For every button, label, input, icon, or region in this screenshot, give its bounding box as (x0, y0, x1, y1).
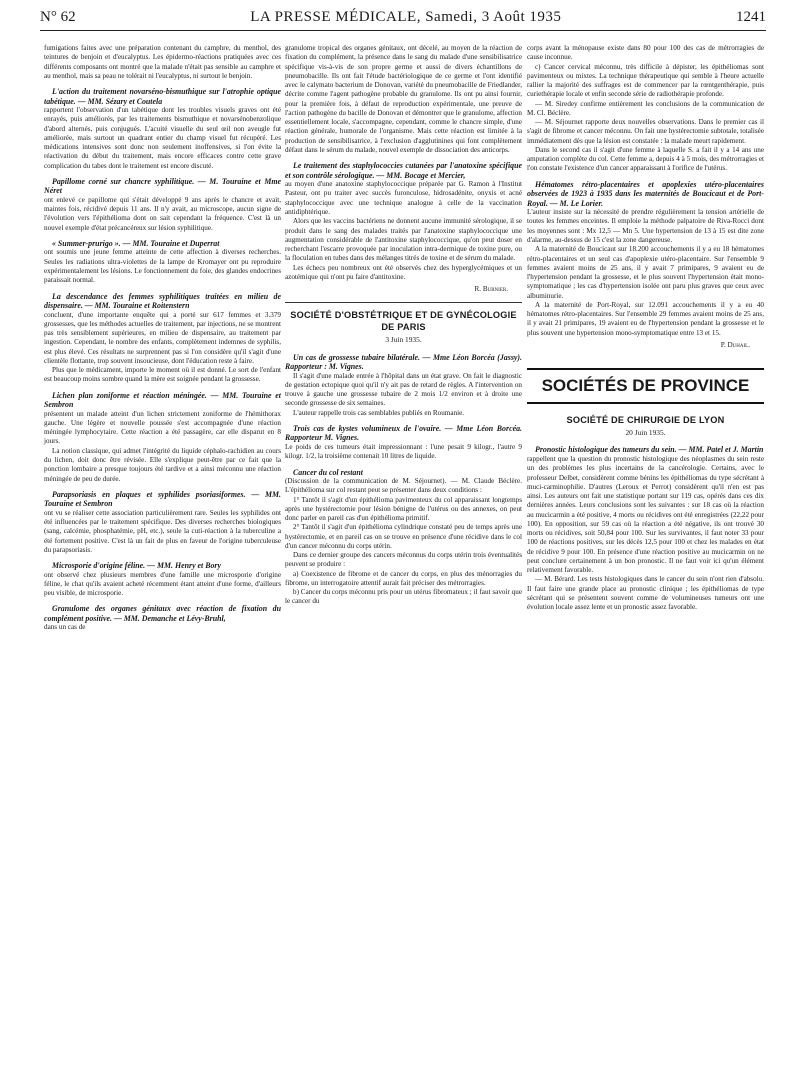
paragraph: fumigations faites avec une préparation contenant du camphre, du menthol, des teintures de benjoin et d'eucalyptus. Les épidermo-réactions pratiquées avec ces différents composants ont montré que la malade n'était pas sensible au camphre et au menthol, mais sa peau ne tolérait ni l'eucalyptus, ni surtout le benjoin. (44, 44, 281, 80)
paragraph: c) Cancer cervical méconnu, très difficile à dépister, les épithéliomas sont pavimenteux ou mixtes. La technique thérapeutique qui semble à l'heure actuelle rallier la majorité des suffrages est de commencer par la rœntgenthérapie, puis curiethérapie locale et enfin seconde série de radiothérapie profonde. (527, 62, 764, 99)
author-signature: P. Duhail. (720, 340, 750, 349)
paragraph: Dans ce dernier groupe des cancers méconnus du corps utérin trois éventualités peuvent se produire : (285, 551, 522, 569)
paragraph: A la maternité de Port-Royal, sur 12.091 accouchements il y a eu 40 hématomes rétro-placentaires. Sur l'ensemble 29 femmes avaient moins de 25 ans, il y avait 21 primipares, 19 avaient eu de l'hypertension pendant la grossesse et le plus souvent une hypertension mono-symptomatique entre 13 et 15. (527, 300, 764, 337)
paragraph: Dans le second cas il s'agit d'une femme à laquelle S. a fait il y a 14 ans une amputation complète du col. Cette femme a, depuis 4 à 5 mois, des métrorragies et l'on constate l'existence d'un cancer apparaissant à l'orifice de l'utérus. (527, 145, 764, 173)
paragraph: ont vu se réaliser cette association particulièrement rare. Seules les syphilides ont été influencées par le traitement spécifique. Des diverses recherches biologiques (sang, calcémie, phosphatémie, pH, etc.), seule la cuti-réaction à la tuberculine a été fortement positive. C'est là un fait de plus en faveur de l'origine tuberculeuse du parapsoriasis. (44, 508, 281, 554)
paragraph: — M. Séjournet rapporte deux nouvelles observations. Dans le premier cas il s'agit de fibrome et cancer méconnu. On fait une hystérectomie subtotale, totalisée immédiatement dès que la lésion est constatée : la malade meurt rapidement. (527, 118, 764, 145)
page-number: 1241 (736, 8, 766, 25)
article-title: « Summer-prurigo ». — MM. Touraine et Duperrat (52, 238, 220, 248)
paragraph: rapportent l'observation d'un tabétique dont les troubles visuels graves ont été enrayés, puis améliorés, par les traitements bismuthique et novarsénobenzolique d'abord alternés, puis conjugués. L'acuité visuelle du seul œil non aveugle fut améliorée, mais surtout un quadrant entier du champ visuel fut récupéré. Les médications intensives sont donc non seulement inoffensives, si l'on évite la réactivation du début du traitement, mais encore efficaces contre cette grave complication du tabes dont le traitement est encore discuté. (44, 106, 281, 170)
article-title: Papillome corné sur chancre syphilitique. — M. Touraine et Mme Néret (44, 176, 281, 196)
paragraph: ont observé chez plusieurs membres d'une famille une microsporie d'origine féline, le chat qu'ils avaient acheté récemment étant atteint d'une forme, d'ailleurs peu visible, de microsporie. (44, 570, 281, 598)
society-heading: SOCIÉTÉ D'OBSTÉTRIQUE ET DE GYNÉCOLOGIE DE PARIS (290, 310, 517, 333)
paragraph: concluent, d'une importante enquête qui a porté sur 617 femmes et 3.379 grossesses, que les méthodes actuelles de traitement, par injections, ne se montrent pas très sensiblement supérieures, en milieu de dispensaire, au traitement par ingestion. Cependant, le nombre des enfants, complètement indemnes de syphilis, est plus élevé. Ces résultats ne surprennent pas si l'on considère qu'il s'agit d'une clientèle flottante, trop souvent insoucieuse, dont l'éducation reste à faire. (44, 310, 281, 365)
paragraph: Le poids de ces tumeurs était impressionnant : l'une pesait 9 kilogr., l'autre 9 kilogr. 1/2, la troisième contenait 10 litres de liquide. (285, 442, 522, 461)
article-title: La descendance des femmes syphilitiques traitées en milieu de dispensaire. — MM. Touraine et Roitenstern (44, 291, 281, 311)
paragraph: a) Coexistence de fibrome et de cancer du corps, en plus des ménorragies du fibrome, un interrogatoire attentif aurait fait préciser des métrorragies. (285, 569, 522, 587)
session-date: 3 Juin 1935. (385, 335, 422, 345)
paragraph: 2° Tantôt il s'agit d'un épithélioma cylindrique constaté peu de temps après une hystérectomie, et en pareil cas on se trouve en présence d'une récidive dans le col d'un cancer méconnu du corps utérin. (285, 523, 522, 550)
session-date: 20 Juin 1935. (625, 428, 666, 438)
paragraph: corps avant la ménopause existe dans 80 pour 100 des cas de métrorragies de cause inconnue. (527, 44, 764, 62)
article-title: Un cas de grossesse tubaire bilatérale. — Mme Léon Borcéa (Jassy). Rapporteur : M. Vignes. (285, 352, 522, 372)
article-title: Granulome des organes génitaux avec réaction de fixation du complément positive. — MM. Demanche et Lévy-Bruhl, (44, 604, 281, 623)
article-title: Cancer du col restant (293, 467, 363, 477)
article-title: Trois cas de kystes volumineux de l'ovaire. — Mme Léon Borcéa. Rapporteur M. Vignes. (285, 423, 522, 443)
column-3 (527, 44, 764, 612)
paragraph: — M. Siredey confirme entièrement les conclusions de la communication de M. Cl. Béclère. (527, 99, 764, 117)
paragraph: au moyen d'une anatoxine staphylococcique préparée par G. Ramon à l'Institut Pasteur, ont pu traiter avec succès furonculose, hidrosadénite, onyxis et acné staphylococcique avec une technique analogue à celle de la vaccination antidiphtérique. (285, 180, 522, 216)
author-signature: R. Burnier. (474, 285, 508, 294)
paragraph: granulome tropical des organes génitaux, ont décelé, au moyen de la réaction de fixation du complément, la présence dans le sang du malade d'une sensibilisatrice spécifique vis-à-vis de son propre germe et aussi de divers échantillons de pneumobacille. Ils ont fait l'étude bactériologique de ce germe et l'ont identifié avec le calymato bacterium de Donovan, variété du pneumobacille de Friedlander, décrite comme l'agent pathogène probable du granulome. Ils ont pu ainsi fournir, pour la première fois, à défaut de reproduction expérimentale, une preuve de l'action pathogène du bacille de Donovan et démontrer que le granulome, affection essentiellement locale, s'accompagne, cependant, comme le chancre simple, d'une réaction générale, humorale de l'organisme. Mais cette réaction est limitée à la production de sensibilisatrice, à l'exclusion d'agglutinines qui font complètement défaut dans le sérum du malade, nouvel exemple de dissociation des anticorps. (285, 44, 522, 154)
article-title: Lichen plan zoniforme et réaction méningée. — MM. Touraine et Sembron (44, 390, 281, 410)
paragraph: L'auteur rappelle trois cas semblables publiés en Roumanie. (293, 408, 465, 417)
column-2 (285, 44, 522, 607)
article-title: Parapsoriasis en plaques et syphilides psoriasiformes. — MM. Touraine et Sembron (44, 489, 281, 509)
paragraph: dans un cas de (44, 623, 86, 632)
section-banner: SOCIÉTÉS DE PROVINCE (527, 368, 764, 404)
paragraph: présentent un malade atteint d'un lichen strictement zoniforme de l'hémithorax gauche. Une légère et nouvelle poussée s'est accompagnée d'une réaction méningée lymphocytaire. Cette réaction a été passagère, car elle disparut en 8 jours. (44, 409, 281, 446)
paragraph: A la maternité de Boucicaut sur 18.200 accouchements il y a eu 18 hématomes rétro-placentaires et un seul cas d'apoplexie utéro-placentaire. Sur l'ensemble 9 femmes avaient moins de 25 ans, il y avait 7 primipares, 9 avaient eu de l'hypertension pendant la grossesse, et le plus souvent l'hypertension était mono-symptomatique ; les cas d'hypertension isolée ont paru plus graves que ceux avec albuminurie. (527, 245, 764, 300)
paragraph: (Discussion de la communication de M. Séjournet). — M. Claude Béclère. L'épithélioma sur col restant peut se présenter dans deux conditions : (285, 477, 522, 495)
paragraph: L'auteur insiste sur la nécessité de prendre régulièrement la tension artérielle de toutes les femmes enceintes. Il emploie la méthode palpatoire de Riva-Rocci dont les moyennes sont : Mx 12,5 — Mn 5. Une hypertension de 13 à 15 est dite zone d'alarme, au-dessus de 15 c'est la zone dangereuse. (527, 208, 764, 245)
paragraph: Alors que les vaccins bactériens ne donnent aucune immunité sérologique, il se produit dans le sang des malades traités par l'anatoxine staphylococcique une augmentation considérable de l'antitoxine staphylococcique, qu'on peut doser en recherchant l'escarre provoquée par inoculation intra-dermique de toxine pure, ou la floculation en tubes dans des mélanges titrés de toxine et de sérum du malade. (285, 217, 522, 263)
paragraph: Il s'agit d'une malade entrée à l'hôpital dans un état grave. On fait le diagnostic de gestation ectopique quoi qu'il n'y ait pas de retard de règles. A l'intervention on trouve à gauche une grossesse tubaire de 2 mois 1/2 environ et à droite une seconde grossesse de six semaines. (285, 371, 522, 408)
article-title: Pronostic histologique des tumeurs du sein. — MM. Patel et J. Martin (535, 445, 764, 455)
paragraph: Les échecs peu nombreux ont été observés chez des hyperglycémiques et un azotémique qui n'ont pu faire d'antitoxine. (285, 263, 522, 281)
column-1 (44, 44, 281, 633)
article-title: Microsporie d'origine féline. — MM. Henry et Bory (52, 561, 221, 571)
paragraph: — M. Bérard. Les tests histologiques dans le cancer du sein n'ont rien d'absolu. Il faut faire une grande place au pronostic clinique ; les épithéliomas de type sécrétant qui se présentent souvent comme de volumineuses tumeurs ont une évolution locale assez lente et un pronostic assez favorable. (527, 575, 764, 612)
society-heading: SOCIÉTÉ DE CHIRURGIE DE LYON (566, 415, 725, 426)
issue-number: N° 62 (40, 8, 76, 25)
section-divider (285, 302, 522, 303)
paragraph: La notion classique, qui admet l'intégrité du liquide céphalo-rachidien au cours du lichen, doit donc être révisée. Elle s'explique peut-être par ce fait que la ponction lombaire a presque toujours été tardive et a ainsi méconnu une réaction méningée de peu de durée. (44, 446, 281, 483)
article-title: Hématomes rétro-placentaires et apoplexies utéro-placentaires observées de 1923 à 1935 dans les maternités de Boucicaut et de Port-Royal. — M. Le Lorier. (527, 179, 764, 208)
journal-title: LA PRESSE MÉDICALE, Samedi, 3 Août 1935 (250, 8, 562, 25)
paragraph: Plus que le médicament, importe le moment où il est donné. Le sort de l'enfant est beaucoup moins sombre quand la mère est soignée pendant la grossesse. (44, 366, 281, 384)
page-header (40, 4, 766, 31)
paragraph: 1° Tantôt il s'agit d'un épithélioma pavimenteux du col apparaissant longtemps après une hystérectomie pour lésion bénigne de l'utérus ou des annexes, on peut donc parler en pareil cas d'un épithélioma primitif. (285, 495, 522, 523)
paragraph: ont enlevé ce papillome qui s'était développé 9 ans après le chancre et avait, maintes fois, récidivé depuis 11 ans. Il n'y avait, au microscope, aucun signe de l'évolution vers l'épithélioma dont on sait cependant la fréquence. C'est là un nouvel exemple d'état précancéreux sur lésion syphilitique. (44, 195, 281, 232)
paragraph: ont soumis une jeune femme atteinte de cette affection à diverses recherches. Seules les radiations ultra-violettes de la lampe de Kromayer ont pu reproduire expérimentalement les lésions. Le fonctionnement du foie, des glandes endocrines paraissait normal. (44, 248, 281, 285)
article-title: Le traitement des staphylococcies cutanées par l'anatoxine spécifique et son contrôle sérologique. — MM. Bocage et Mercier, (285, 161, 522, 180)
paragraph: rappellent que la question du pronostic histologique des néoplasmes du sein reste un des problèmes les plus incertains de la cancérologie. Certains, avec le professeur Delbet, considèrent comme bénins les épithéliomas du type sécrétant à muci-carminophilie. D'autres (Leroux et Perrot) considèrent qu'il n'en est pas ainsi. Les auteurs ont fait une statistique portant sur 119 cas, opérés dans ces dix dernières années. Leurs conclusions sont les suivantes : sur 18 cas où la réaction au mucicarmin a été positive, 4 morts ou récidives ont été enregistrées (22,22 pour 100). En opposition, sur 59 cas où la réaction a été négative, ils ont trouvé 30 morts ou récidives, soit 50,84 pour 100. Sur les survivantes, il faut noter 33 pour 100 de réactions positives, sur les décès 12,5 pour 100 et chez les malades en état de récidive 9 pour 100. En présence d'une réaction positive au mucicarmin on ne peut conclure certainement à un bon pronostic. Il ne faut voir ici qu'un élément relativement favorable. (527, 454, 764, 575)
paragraph: b) Cancer du corps méconnu pris pour un utérus fibromateux ; il faut savoir que le cancer du (285, 588, 522, 606)
article-title: L'action du traitement novarséno-bismuthique sur l'atrophie optique tabétique. — MM. Sézary et Coutela (44, 87, 281, 106)
